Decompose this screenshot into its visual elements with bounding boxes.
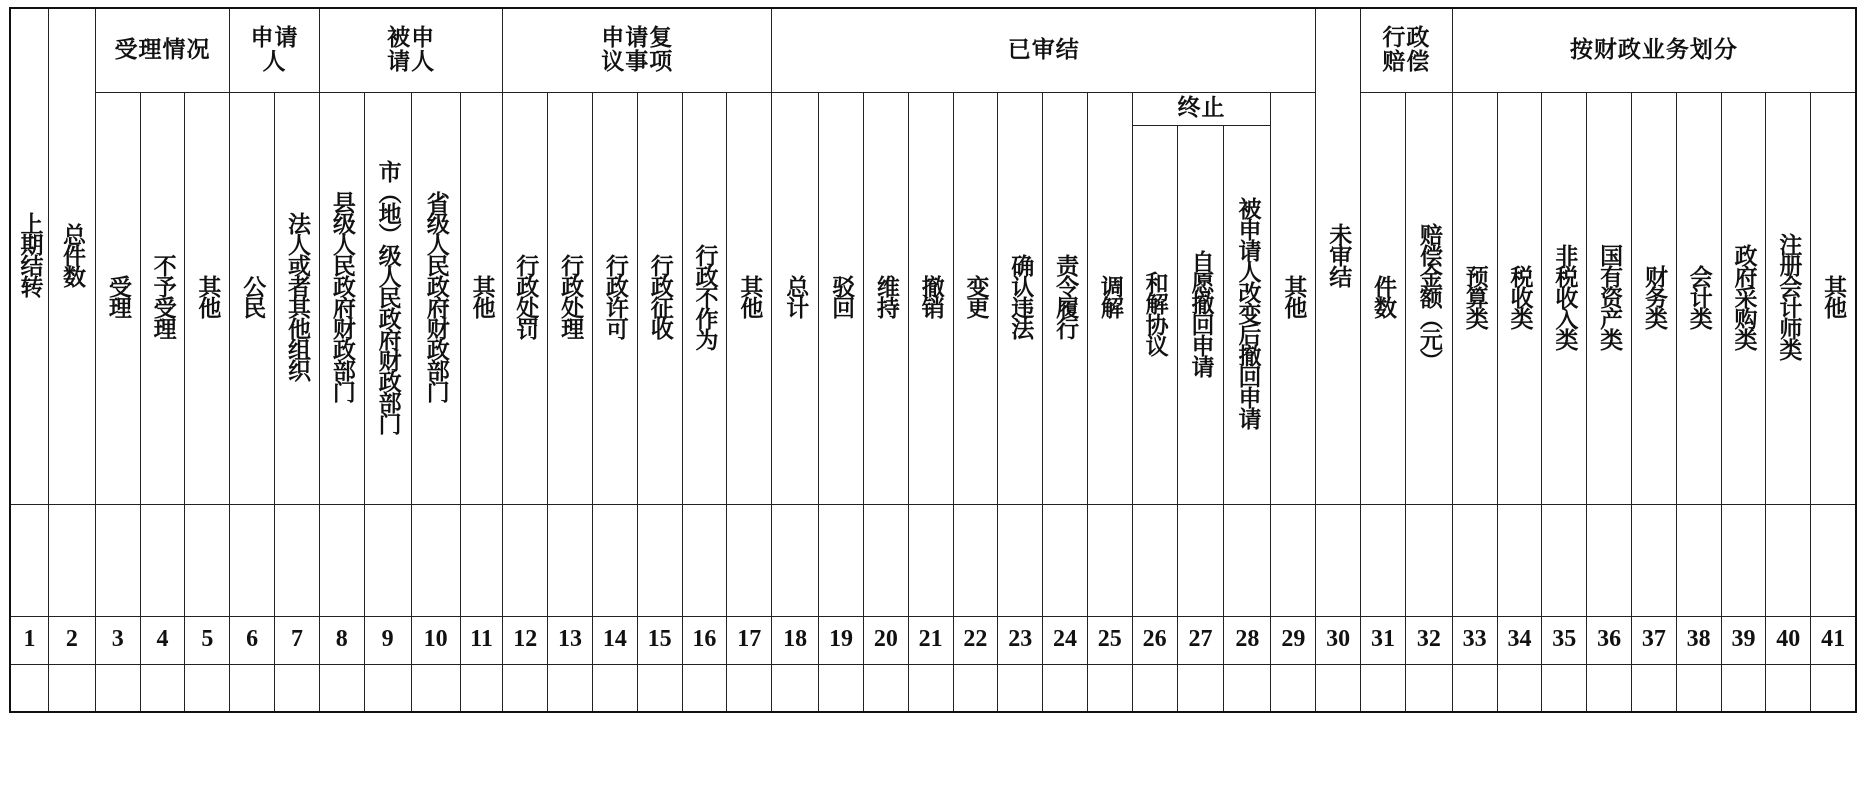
- data-cell[interactable]: [727, 664, 772, 712]
- data-cell[interactable]: [998, 664, 1043, 712]
- column-number-cell: 3: [95, 616, 140, 664]
- header-label: 其他: [1820, 275, 1848, 318]
- blank-cell: [1721, 504, 1766, 616]
- blank-cell: [1811, 504, 1856, 616]
- header-col-27: [1177, 125, 1224, 504]
- header-col-26: [1132, 125, 1177, 504]
- header-col-30: [1316, 8, 1361, 504]
- header-label: 受理: [104, 275, 132, 318]
- column-number-cell: 30: [1316, 616, 1361, 664]
- header-label: 总计: [782, 275, 810, 318]
- column-number-cell: 38: [1676, 616, 1721, 664]
- column-number-cell: 27: [1177, 616, 1224, 664]
- column-number-cell: 9: [364, 616, 411, 664]
- data-cell[interactable]: [1766, 664, 1811, 712]
- group-concluded: 已审结: [772, 8, 1316, 92]
- column-number-cell: 40: [1766, 616, 1811, 664]
- blank-cell: [1676, 504, 1721, 616]
- header-label: 撤销: [917, 275, 945, 318]
- data-cell[interactable]: [819, 664, 864, 712]
- group-respondent: 被申 请人: [319, 8, 502, 92]
- data-cell[interactable]: [772, 664, 819, 712]
- column-number-cell: 20: [863, 616, 908, 664]
- header-label: 未审结: [1325, 222, 1353, 286]
- column-number-cell: 31: [1361, 616, 1406, 664]
- blank-cell: [592, 504, 637, 616]
- data-cell[interactable]: [319, 664, 364, 712]
- column-number-cell: 4: [140, 616, 185, 664]
- blank-cell: [1766, 504, 1811, 616]
- header-col-6: [230, 92, 275, 504]
- data-cell[interactable]: [10, 664, 48, 712]
- header-col-4: [140, 92, 185, 504]
- header-col-3: [95, 92, 140, 504]
- blank-cell: [275, 504, 320, 616]
- data-cell[interactable]: [908, 664, 953, 712]
- data-cell[interactable]: [1631, 664, 1676, 712]
- column-number-cell: 2: [48, 616, 95, 664]
- header-label: 预算类: [1461, 264, 1489, 328]
- blank-cell: [637, 504, 682, 616]
- header-col-41: [1811, 92, 1856, 504]
- column-number-cell: 12: [503, 616, 548, 664]
- data-cell[interactable]: [1587, 664, 1632, 712]
- blank-cell: [1361, 504, 1406, 616]
- header-col-16: [682, 92, 727, 504]
- blank-cell: [1497, 504, 1542, 616]
- header-col-10: [411, 92, 460, 504]
- column-number-cell: 11: [460, 616, 503, 664]
- data-cell[interactable]: [637, 664, 682, 712]
- header-label: 政府采购类: [1730, 243, 1758, 349]
- header-col-37: [1631, 92, 1676, 504]
- header-col-2: [48, 8, 95, 504]
- data-cell[interactable]: [1452, 664, 1497, 712]
- header-col-35: [1542, 92, 1587, 504]
- blank-cell: [10, 504, 48, 616]
- blank-cell: [772, 504, 819, 616]
- blank-cell: [48, 504, 95, 616]
- blank-cell: [1043, 504, 1088, 616]
- header-label: 其他: [194, 275, 222, 318]
- header-col-34: [1497, 92, 1542, 504]
- header-col-39: [1721, 92, 1766, 504]
- header-col-40: [1766, 92, 1811, 504]
- header-label: 和解协议: [1141, 270, 1169, 355]
- header-label: 国有资产类: [1596, 243, 1624, 349]
- column-number-cell: 5: [185, 616, 230, 664]
- header-label: 其他: [468, 275, 496, 318]
- blank-cell: [364, 504, 411, 616]
- header-label: 其他: [736, 275, 764, 318]
- column-number-cell: 29: [1271, 616, 1316, 664]
- data-cell[interactable]: [230, 664, 275, 712]
- column-number-cell: 17: [727, 616, 772, 664]
- header-col-33: [1452, 92, 1497, 504]
- header-col-21: [908, 92, 953, 504]
- blank-cell: [319, 504, 364, 616]
- blank-cell: [503, 504, 548, 616]
- header-col-19: [819, 92, 864, 504]
- data-cell[interactable]: [1361, 664, 1406, 712]
- column-number-cell: 1: [10, 616, 48, 664]
- data-cell[interactable]: [1316, 664, 1361, 712]
- header-label: 不予受理: [149, 254, 177, 339]
- header-col-14: [592, 92, 637, 504]
- blank-cell: [1132, 504, 1177, 616]
- column-number-cell: 13: [548, 616, 593, 664]
- blank-cell: [908, 504, 953, 616]
- data-cell[interactable]: [95, 664, 140, 712]
- column-number-cell: 22: [953, 616, 998, 664]
- data-cell[interactable]: [682, 664, 727, 712]
- administrative-reconsideration-statistics-table: [9, 7, 1857, 713]
- blank-cell: [1087, 504, 1132, 616]
- header-col-29: [1271, 92, 1316, 504]
- header-col-32: [1405, 92, 1452, 504]
- group-acceptance: 受理情况: [95, 8, 229, 92]
- header-col-8: [319, 92, 364, 504]
- data-cell[interactable]: [503, 664, 548, 712]
- blank-cell: [819, 504, 864, 616]
- group-applicant: 申请 人: [230, 8, 320, 92]
- blank-cell: [230, 504, 275, 616]
- data-cell[interactable]: [592, 664, 637, 712]
- column-number-cell: 16: [682, 616, 727, 664]
- blank-cell: [460, 504, 503, 616]
- header-label: 维持: [872, 275, 900, 318]
- header-col-12: [503, 92, 548, 504]
- column-number-cell: 35: [1542, 616, 1587, 664]
- group-by-finance-business: 按财政业务划分: [1452, 8, 1856, 92]
- blank-cell: [185, 504, 230, 616]
- header-label: 行政处理: [557, 254, 585, 339]
- header-label: 自愿撤回申请: [1187, 249, 1215, 376]
- blank-cell: [140, 504, 185, 616]
- header-col-20: [863, 92, 908, 504]
- column-number-cell: 25: [1087, 616, 1132, 664]
- header-label: 行政不作为: [691, 243, 719, 349]
- column-number-cell: 7: [275, 616, 320, 664]
- header-col-36: [1587, 92, 1632, 504]
- header-col-22: [953, 92, 998, 504]
- data-cell[interactable]: [1676, 664, 1721, 712]
- header-label: 税收类: [1506, 264, 1534, 328]
- column-number-cell: 41: [1811, 616, 1856, 664]
- blank-cell: [863, 504, 908, 616]
- data-cell[interactable]: [1132, 664, 1177, 712]
- header-label: 公民: [239, 275, 267, 318]
- column-number-cell: 19: [819, 616, 864, 664]
- blank-cell: [1405, 504, 1452, 616]
- header-label: 确认违法: [1007, 254, 1035, 339]
- data-cell[interactable]: [48, 664, 95, 712]
- data-cell[interactable]: [1497, 664, 1542, 712]
- header-col-15: [637, 92, 682, 504]
- data-cell[interactable]: [1405, 664, 1452, 712]
- column-number-cell: 23: [998, 616, 1043, 664]
- data-cell[interactable]: [460, 664, 503, 712]
- header-col-13: [548, 92, 593, 504]
- column-number-cell: 8: [319, 616, 364, 664]
- data-cell[interactable]: [863, 664, 908, 712]
- data-cell[interactable]: [1271, 664, 1316, 712]
- column-number-cell: 10: [411, 616, 460, 664]
- data-cell[interactable]: [185, 664, 230, 712]
- blank-cell: [1271, 504, 1316, 616]
- data-cell[interactable]: [275, 664, 320, 712]
- header-col-1: [10, 8, 48, 504]
- header-col-25: [1087, 92, 1132, 504]
- header-label: 财务类: [1640, 264, 1668, 328]
- data-cell[interactable]: [1087, 664, 1132, 712]
- header-label: 县级人民政府财政部门: [328, 191, 356, 402]
- header-label: 上期结转: [16, 212, 44, 297]
- header-col-17: [727, 92, 772, 504]
- header-col-24: [1043, 92, 1088, 504]
- column-number-cell: 32: [1405, 616, 1452, 664]
- table-row-data: [10, 664, 1856, 712]
- column-number-cell: 36: [1587, 616, 1632, 664]
- header-label: 被申请人改变后撤回申请: [1234, 197, 1262, 429]
- blank-cell: [1452, 504, 1497, 616]
- blank-cell: [1542, 504, 1587, 616]
- header-label: 行政许可: [601, 254, 629, 339]
- data-cell[interactable]: [364, 664, 411, 712]
- column-number-cell: 39: [1721, 616, 1766, 664]
- header-label: 变更: [962, 275, 990, 318]
- group-termination: 终止: [1132, 92, 1271, 125]
- blank-cell: [727, 504, 772, 616]
- data-cell[interactable]: [1542, 664, 1587, 712]
- header-label: 行政征收: [646, 254, 674, 339]
- header-label: 省级人民政府财政部门: [422, 191, 450, 402]
- data-cell[interactable]: [1721, 664, 1766, 712]
- data-cell[interactable]: [953, 664, 998, 712]
- blank-cell: [1177, 504, 1224, 616]
- header-label: 赔偿金额（元）: [1415, 222, 1443, 370]
- header-col-23: [998, 92, 1043, 504]
- header-label: 会计类: [1685, 264, 1713, 328]
- column-number-row: [10, 616, 1856, 664]
- header-label: 件数: [1370, 275, 1398, 318]
- data-cell[interactable]: [1224, 664, 1271, 712]
- blank-cell: [953, 504, 998, 616]
- header-label: 注册会计师类: [1775, 233, 1803, 360]
- column-number-cell: 18: [772, 616, 819, 664]
- header-label: 驳回: [828, 275, 856, 318]
- blank-cell: [1316, 504, 1361, 616]
- header-col-31: [1361, 92, 1406, 504]
- header-label: 行政处罚: [512, 254, 540, 339]
- column-number-cell: 28: [1224, 616, 1271, 664]
- header-label: 其他: [1280, 275, 1308, 318]
- header-label: 调解: [1096, 275, 1124, 318]
- column-number-cell: 37: [1631, 616, 1676, 664]
- header-col-18: [772, 92, 819, 504]
- header-label: 责令履行: [1052, 254, 1080, 339]
- header-col-7: [275, 92, 320, 504]
- data-cell[interactable]: [411, 664, 460, 712]
- column-number-cell: 6: [230, 616, 275, 664]
- data-cell[interactable]: [140, 664, 185, 712]
- header-label: 法人或者其他组织: [284, 212, 312, 381]
- data-cell[interactable]: [1811, 664, 1856, 712]
- column-number-cell: 34: [1497, 616, 1542, 664]
- header-label: 总件数: [58, 222, 86, 286]
- blank-cell: [682, 504, 727, 616]
- header-col-9: [364, 92, 411, 504]
- column-number-cell: 14: [592, 616, 637, 664]
- header-col-38: [1676, 92, 1721, 504]
- blank-cell: [548, 504, 593, 616]
- blank-cell: [998, 504, 1043, 616]
- header-label: 非税收入类: [1551, 243, 1579, 349]
- blank-cell: [1224, 504, 1271, 616]
- blank-cell: [411, 504, 460, 616]
- blank-cell: [1631, 504, 1676, 616]
- column-number-cell: 21: [908, 616, 953, 664]
- data-cell[interactable]: [548, 664, 593, 712]
- group-admin-compensation: 行政 赔偿: [1361, 8, 1453, 92]
- group-review-matters: 申请复 议事项: [503, 8, 772, 92]
- header-col-11: [460, 92, 503, 504]
- blank-cell: [1587, 504, 1632, 616]
- data-cell[interactable]: [1043, 664, 1088, 712]
- column-number-cell: 24: [1043, 616, 1088, 664]
- header-col-28: [1224, 125, 1271, 504]
- statistics-table-sheet: [9, 7, 1857, 713]
- column-number-cell: 26: [1132, 616, 1177, 664]
- table-row-blank: [10, 504, 1856, 616]
- blank-cell: [95, 504, 140, 616]
- header-label: 市（地）级人民政府财政部门: [374, 159, 402, 433]
- column-number-cell: 15: [637, 616, 682, 664]
- header-col-5: [185, 92, 230, 504]
- data-cell[interactable]: [1177, 664, 1224, 712]
- column-number-cell: 33: [1452, 616, 1497, 664]
